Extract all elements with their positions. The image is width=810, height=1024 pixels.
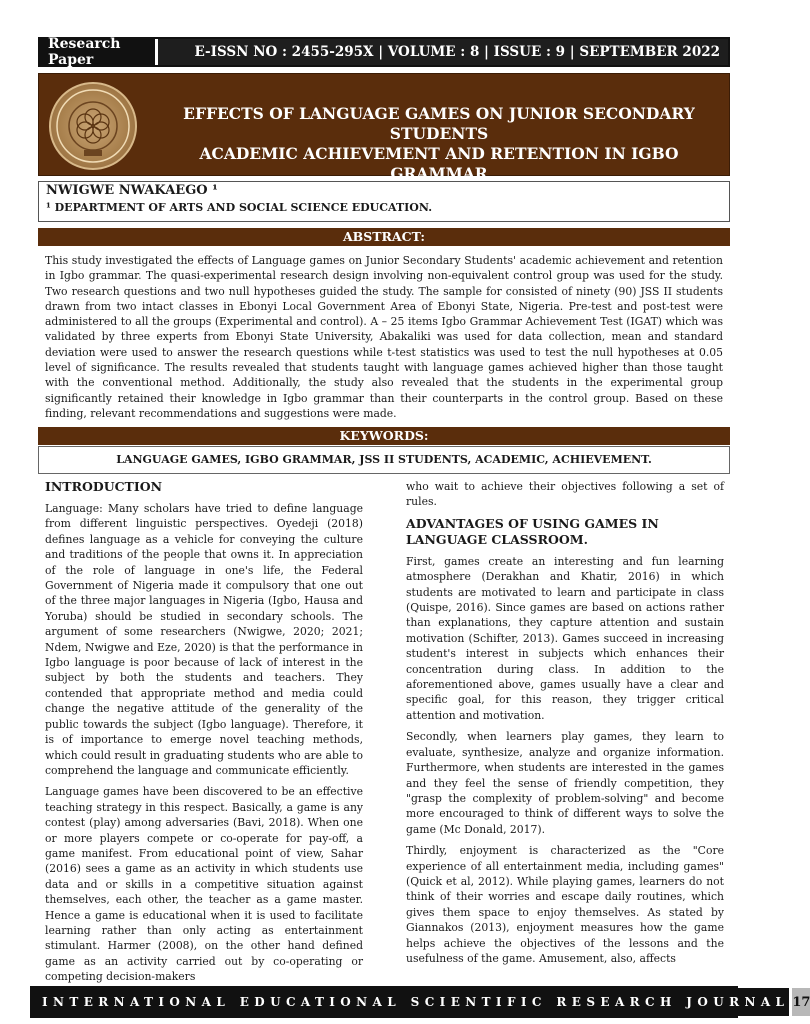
continued-paragraph: who wait to achieve their objectives following a set of rules. bbox=[406, 480, 724, 509]
title-banner bbox=[38, 73, 730, 183]
journal-name: INTERNATIONAL EDUCATIONAL SCIENTIFIC RESEARCH JOURNAL bbox=[32, 988, 792, 1016]
paper-title-line2: ACADEMIC ACHIEVEMENT AND RETENTION IN IGBO GRAMMAR bbox=[199, 144, 679, 183]
abstract-text: This study investigated the effects of Language games on Junior Secondary Students' academic achievement and retention in Igbo grammar. The quasi-experimental research design involving non-equivalent control group was used for the study. Two research questions and two null hypotheses guided the study. The sample for consisted of ninety (90) JSS II students drawn from two intact classes in Ebonyi Local Government Area of Ebonyi State, Nigeria. Pre-test and post-test were administered to all the groups (Experimental and control). A – 25 items Igbo Grammar Achievement Test (IGAT) which was validated by three experts from Ebonyi State University, Abakaliki was used for data collection, mean and standard deviation were used to answer the research questions while t-test statistics was used to test the null hypotheses at 0.05 level of significance. The results revealed that students taught with language games achieved higher than those taught with the conventional method. Additionally, the study also revealed that the students in the experimental group significantly retained their knowledge in Igbo grammar than their counterparts in the control group. Based on these finding, relevant recommendations and suggestions were made. bbox=[45, 254, 723, 420]
author-name: NWIGWE NWAKAEGO ¹ bbox=[46, 183, 218, 198]
keywords-heading: KEYWORDS: bbox=[38, 427, 730, 445]
page-number: 17 bbox=[792, 988, 810, 1016]
paper-title-line1: EFFECTS OF LANGUAGE GAMES ON JUNIOR SECONDARY STUDENTS bbox=[183, 104, 695, 143]
introduction-heading: INTRODUCTION bbox=[45, 479, 163, 494]
advantages-heading: ADVANTAGES OF USING GAMES IN LANGUAGE CLASSROOM. bbox=[406, 515, 659, 547]
paper-title bbox=[159, 104, 719, 184]
abstract-heading: ABSTRACT: bbox=[38, 228, 730, 246]
issn-info: E-ISSN NO : 2455-295X | VOLUME : 8 | ISSUE : 9 | SEPTEMBER 2022 bbox=[194, 44, 720, 60]
author-box bbox=[38, 181, 730, 222]
right-column bbox=[406, 479, 724, 972]
paper-type-label: Research Paper bbox=[40, 39, 158, 65]
advantages-paragraph-1: First, games create an interesting and fun learning atmosphere (Derakhan and Khatir, 2016) in which students are motivated to learn and participate in class (Quispe, 2016). Since games are based on actions rather than explanations, they capture attention and sustain motivation (Schifter, 2013). Games succeed in increasing student's interest in subjects which enhances their concentration during class. In addition to the aforementioned above, games usually have a clear and specific goal, for this reason, they trigger critical attention and motivation. bbox=[406, 554, 724, 722]
advantages-paragraph-2: Secondly, when learners play games, they learn to evaluate, synthesize, analyze and organize information. Furthermore, when students are interested in the games and they feel the sense of friendly competition, they "grasp the complexity of problem-solving" and become more encouraged to think of different ways to solve the game (Mc Donald, 2017). bbox=[406, 730, 724, 836]
advantages-paragraph-3: Thirdly, enjoyment is characterized as the "Core experience of all entertainment media, including games" (Quick et al, 2012). While playing games, learners do not think of their worries and escape daily routines, which gives them space to enjoy themselves. As stated by Giannakos (2013), enjoyment measures how the game helps achieve the objectives of the lessons and the usefulness of the game. Amusement, also, affects bbox=[406, 844, 724, 965]
intro-paragraph-2: Language games have been discovered to be an effective teaching strategy in this respect. Basically, a game is any contest (play) among adversaries (Bavi, 2018). When one or more players compete or co-operate for pay-off, a game manifest. From educational point of view, Sahar (2016) sees a game as an activity in which students use data and or skills in a competitive situation against themselves, each other, the teacher as a game master. Hence a game is educational when it is used to facilitate learning rather than only acting as entertainment stimulant. Harmer (2008), on the other hand defined game as an activity carried out by co-operating or competing decision-makers bbox=[45, 785, 363, 984]
keywords-text: LANGUAGE GAMES, IGBO GRAMMAR, JSS II STUDENTS, ACADEMIC, ACHIEVEMENT. bbox=[38, 446, 730, 474]
journal-logo bbox=[49, 82, 137, 170]
footer-bar bbox=[30, 986, 810, 1018]
author-affiliation: ¹ DEPARTMENT OF ARTS AND SOCIAL SCIENCE EDUCATION. bbox=[46, 201, 433, 214]
intro-paragraph-1: Language: Many scholars have tried to define language from different linguistic perspectives. Oyedeji (2018) defines language as a vehicle for conveying the culture and traditions of the people that owns it. In appreciation of the role of language in one's life, the Federal Government of Nigeria made it compulsory that one out of the three major languages in Nigeria (Igbo, Hausa and Yoruba) should be studied in secondary schools. The argument of some researchers (Nwigwe, 2020; 2021; Ndem, Nwigwe and Eze, 2020) is that the performance in Igbo language is poor because of lack of interest in the subject by both the students and teachers. They contended that appropriate method and media could change the negative attitude of the generality of the public towards the subject (Igbo language). Therefore, it is of importance to emerge novel teaching methods, which could result in graduating students who are able to comprehend the language and communicate efficiently. bbox=[45, 502, 363, 777]
left-column bbox=[45, 479, 363, 991]
header-bar bbox=[38, 37, 730, 67]
